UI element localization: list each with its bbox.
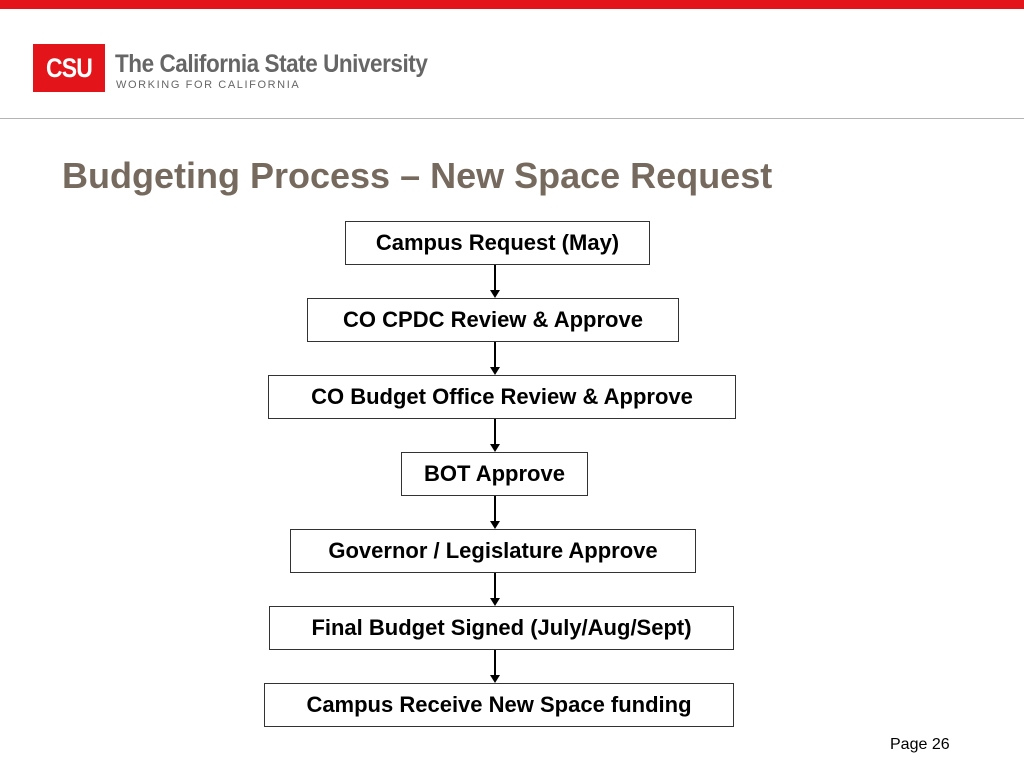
flow-step-bot-approve: BOT Approve: [401, 452, 588, 496]
csu-logo: [33, 44, 453, 92]
arrow-down-icon: [489, 573, 501, 606]
slide-title: Budgeting Process – New Space Request: [62, 155, 773, 196]
arrow-down-icon: [489, 419, 501, 452]
flow-step-governor-approve: Governor / Legislature Approve: [290, 529, 696, 573]
arrow-down-icon: [489, 265, 501, 298]
arrow-down-icon: [489, 496, 501, 529]
csu-logo-mark: [33, 44, 105, 92]
arrow-down-icon: [489, 342, 501, 375]
header-divider: [0, 118, 1024, 119]
page-number: Page 26: [890, 736, 950, 753]
flow-step-final-budget-signed: Final Budget Signed (July/Aug/Sept): [269, 606, 734, 650]
flow-step-campus-request: Campus Request (May): [345, 221, 650, 265]
flow-step-budget-office-review: CO Budget Office Review & Approve: [268, 375, 736, 419]
university-name: The California State University: [115, 50, 428, 78]
flow-step-campus-receive-funding: Campus Receive New Space funding: [264, 683, 734, 727]
university-tagline: WORKING FOR CALIFORNIA: [116, 79, 301, 91]
arrow-down-icon: [489, 650, 501, 683]
flow-step-cpdc-review: CO CPDC Review & Approve: [307, 298, 679, 342]
csu-logo-mark-text: CSU: [46, 53, 92, 83]
top-accent-bar: [0, 0, 1024, 9]
